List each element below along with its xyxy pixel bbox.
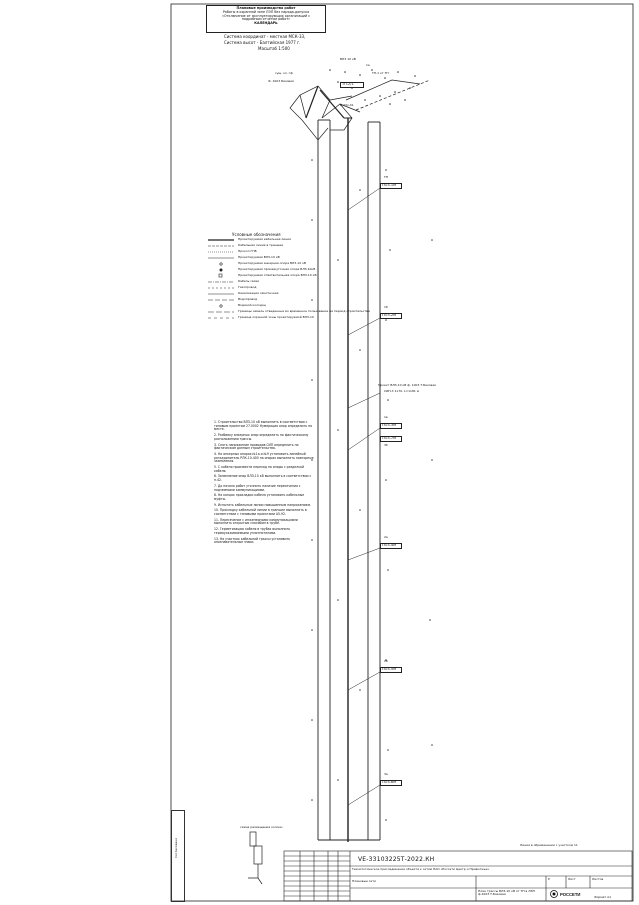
note-11: 11. Пересечение с инженерными коммуникациями выполнить открытым способом в трубе. [214, 517, 298, 526]
callout-box-1: ПО3-1М [380, 183, 402, 189]
notes-block [214, 421, 314, 547]
callout-tag-7: 3б [384, 443, 388, 447]
callout-box-2: ПО3-2М [380, 313, 402, 319]
note-6: 6. Заземление опор ВЛЗ-10 кВ выполнить в соответствии с п.42. [214, 474, 312, 483]
callout-tag-5: 2б [384, 659, 388, 663]
title-line-3: подробным отчетом работ» [241, 17, 291, 22]
stamp-stage: Р [548, 877, 550, 881]
legend-item-8: Кабель связи [238, 279, 260, 283]
legend-symbols [208, 240, 234, 318]
note-13: 13. На участках кабельной трассы установить опознавательные знаки. [214, 536, 291, 545]
note-2: 2. Разбивку анкерных опор определить по фактическому расположению трассы. [214, 433, 309, 441]
coord-line-3: Масштаб 1:500 [258, 46, 290, 51]
callout-leaders [348, 188, 380, 805]
callout-tag-3: 1в [384, 415, 388, 419]
title-line-2: «Отключение от эксплуатирующих организаций с [221, 13, 311, 18]
legend-item-13: Границы земель отведенных во временное пользование на период строительства [238, 309, 370, 313]
note-10: 10. Прокладку кабельной линии в траншее выполнить в соответствии с типовыми проектами А5-92. [214, 508, 307, 517]
callout-box-6: ПО3-6М [380, 780, 402, 786]
svg-text:РОССЕТИ: РОССЕТИ [560, 892, 581, 897]
note-5: 5. С кабеля произвести переход на опоры с разделкой кабеля. [214, 465, 304, 473]
top-label-callout-1: 1а [366, 63, 370, 67]
note-4: 4. На анкерных опорах №1а и №9 установить линейный разъединитель РЛК-10-400 на опорах выполнить повторные заземления. [214, 451, 314, 464]
corridor-dots [311, 159, 433, 821]
stamp-code: VE-33103225Т-2022.КН [358, 856, 435, 863]
note-7: 7. До начала работ уточнить наличие пересечения с подземными коммуникациями. [214, 483, 301, 492]
legend-item-10: Канализация самотечная [238, 291, 279, 295]
stamp-sheet-title: Плановые сети [352, 879, 376, 883]
top-label-point-a: сущ. эл. гф [275, 71, 293, 75]
stamp-format: Формат А1 [594, 895, 612, 899]
legend-item-5: Проектируемая анкерная опора ВЛЗ-10 кВ [238, 261, 306, 265]
side-label: Согласовано [174, 837, 178, 858]
legend-title: Условные обозначения [232, 232, 281, 237]
callout-box-5: ПО3-5М [380, 667, 402, 673]
stamp-sheet-label: Лист [568, 877, 576, 881]
legend-item-2: Кабельная линия в траншее [238, 243, 284, 247]
legend-item-6: Проектируемая промежуточная опора ВЛЗ-10кВ [238, 267, 316, 271]
note-8: 8. На концах прокладки кабеля установить кабельные муфты. [214, 493, 305, 501]
top-site-plan [290, 80, 430, 140]
company-logo [551, 891, 581, 898]
legend-item-9: Газопровод [238, 285, 257, 289]
legend-item-11: Водопровод [238, 297, 258, 301]
callout-tag-4: 2а [384, 535, 388, 539]
callout-tag-2: 1б [384, 305, 388, 309]
stamp-drawing: План трассы ВЛЗ-10 кВ от ТП в ЛЭП ф.1003 Т.Базовая [478, 889, 535, 897]
callout-box-7: ПО3-7М [380, 436, 402, 442]
top-label-callout-2: А-23х-01 [340, 103, 354, 107]
legend-item-4: Проектируемая ВЛЗ-10 кВ [238, 255, 280, 259]
legend-item-3: Прокол ГНБ [238, 249, 257, 253]
coord-line-2: Система высот - Балтийская 1977 г. [224, 40, 301, 45]
title-heading: Плановые производства работ [236, 6, 296, 10]
corner-note: Линия в обременении с участком 11 [520, 843, 578, 847]
note-3: 3. Снять напряжение проводов СИП определить по фактическим данным строительства. [214, 442, 299, 451]
note-12: 12. Герметизацию кабеля в трубах выполнить термоусаживаемыми уплотнителями. [214, 527, 291, 535]
callout-tag-6: 3а [384, 772, 388, 776]
top-label-cable: ВЛЗ 10 кВ [340, 57, 356, 61]
coord-line-1: Система координат - местная МСК-33, [224, 34, 306, 39]
callout-box-3: ПО3-3М [380, 423, 402, 429]
route-label-line-2: СИП-3 1х70, L=1181 м [384, 389, 419, 393]
top-tag-box: ТП-2/1 [340, 82, 364, 88]
title-block [206, 5, 326, 33]
callout-tag-1: ТП [384, 175, 389, 179]
title-line-4: КАЛЕНДАРЬ [254, 21, 278, 26]
legend-item-7: Проектируемая ответвительная опора ВЛЗ-10 кВ [238, 273, 317, 277]
note-1: 1. Строительство ВЛЗ-10 кВ выполнить в соответствии с типовым проектом 27.0002 Нумерация опор определить на месте. [214, 420, 313, 432]
legend-item-12: Водяной колодец [238, 303, 266, 307]
callout-box-4: ПО3-4М [380, 543, 402, 549]
top-label-point-b: Ф. 1003 Базовая [268, 79, 294, 83]
route-label-line-1: Проект ВЛЗ-10 кВ ф. 1003 Т.Базовая [378, 383, 436, 387]
note-9: 9. Испытать кабельные линии повышенным напряжением. [214, 502, 311, 507]
route-corridor [318, 118, 380, 842]
legend-item-1: Проектируемая кабельная линия [238, 237, 291, 241]
legend-item-14: Граница охранной зоны проектируемой ВЛЗ-10 [238, 315, 314, 319]
scheme-diagram [248, 832, 262, 884]
scheme-note: схема размещения колонн [240, 825, 283, 829]
title-line-1: Работы в охранной зоне ЛЭП без наряда-допуска [222, 9, 310, 14]
top-label-callout-1-sub: ТП-1 от ТП [372, 71, 389, 75]
stamp-object: Технологическое присоединение объекта к сетям ПАО «Россети Центр и Приволжье» [352, 867, 490, 871]
stamp-sheets-label: Листов [592, 877, 604, 881]
